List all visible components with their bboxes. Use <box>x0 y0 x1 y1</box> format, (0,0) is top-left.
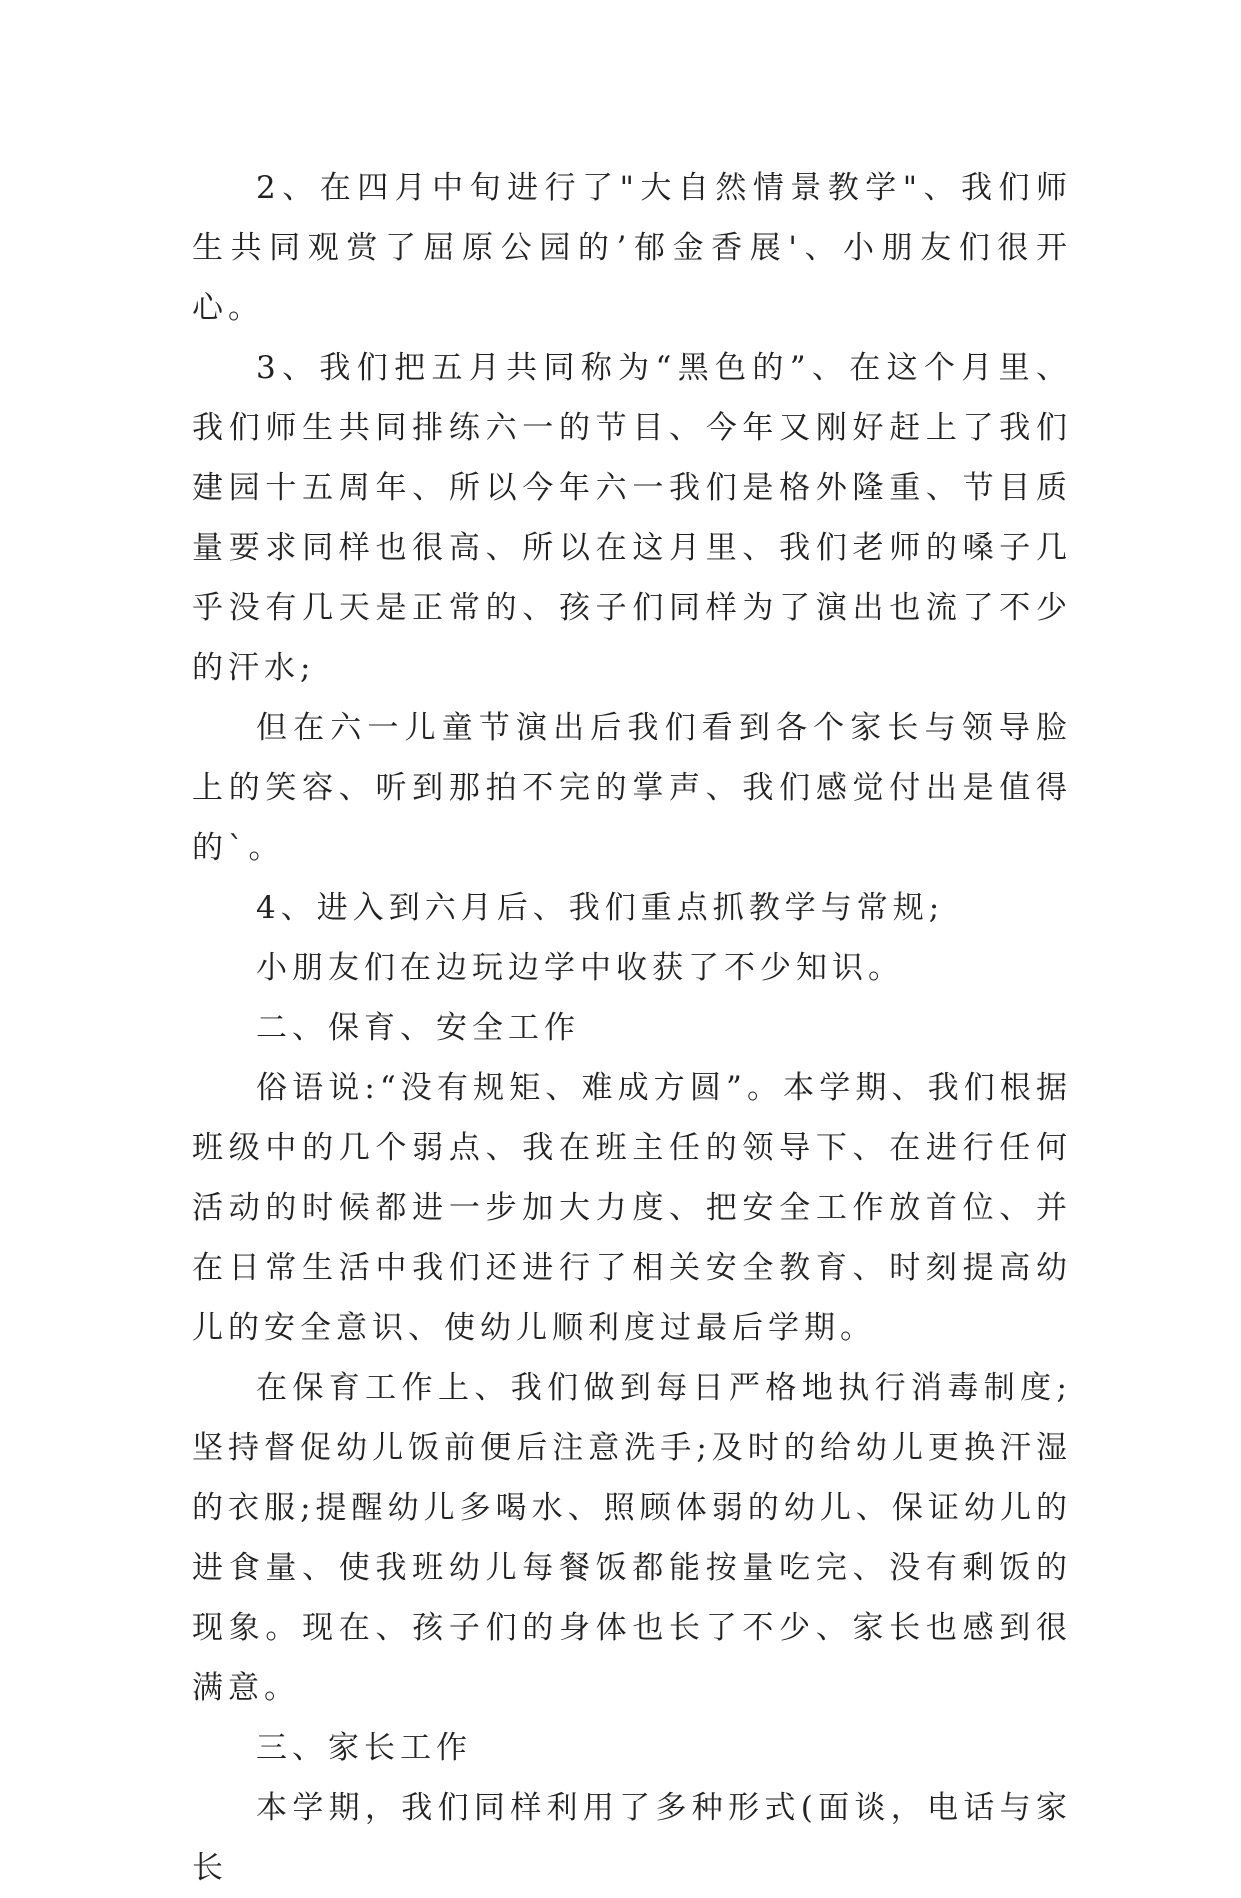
document-body <box>192 158 1072 1898</box>
paragraph-safety: 俗语说:“没有规矩、难成方圆”。本学期、我们根据班级中的几个弱点、我在班主任的领导下、在进行任何活动的时候都进一步加大力度、把安全工作放首位、并在日常生活中我们还进行了相关安全教育、时刻提高幼儿的安全意识、使幼儿顺利度过最后学期。 <box>192 1070 1072 1346</box>
paragraph-item-2: 2、在四月中旬进行了"大自然情景教学"、我们师生共同观赏了屈原公园的’郁金香展'、小朋友们很开心。 <box>192 170 1072 326</box>
paragraph-parents: 本学期，我们同样利用了多种形式(面谈，电话与家长 <box>192 1790 1072 1886</box>
section-heading-parents: 三、家长工作 <box>256 1730 472 1766</box>
section-heading-care-safety: 二、保育、安全工作 <box>256 1010 580 1046</box>
paragraph-item-4: 4、进入到六月后、我们重点抓教学与常规; <box>256 890 945 926</box>
paragraph-care: 在保育工作上、我们做到每日严格地执行消毒制度;坚持督促幼儿饭前便后注意洗手;及时的给幼儿更换汗湿的衣服;提醒幼儿多喝水、照顾体弱的幼儿、保证幼儿的进食量、使我班幼儿每餐饭都能按量吃完、没有剩饭的现象。现在、孩子们的身体也长了不少、家长也感到很满意。 <box>192 1370 1072 1706</box>
paragraph-children-day: 但在六一儿童节演出后我们看到各个家长与领导脸上的笑容、听到那拍不完的掌声、我们感觉付出是值得的`。 <box>192 710 1072 866</box>
paragraph-knowledge: 小朋友们在边玩边学中收获了不少知识。 <box>256 950 904 986</box>
paragraph-item-3: 3、我们把五月共同称为“黑色的”、在这个月里、我们师生共同排练六一的节目、今年又刚好赶上了我们建园十五周年、所以今年六一我们是格外隆重、节目质量要求同样也很高、所以在这月里、我们老师的嗓子几乎没有几天是正常的、孩子们同样为了演出也流了不少的汗水; <box>192 350 1072 686</box>
